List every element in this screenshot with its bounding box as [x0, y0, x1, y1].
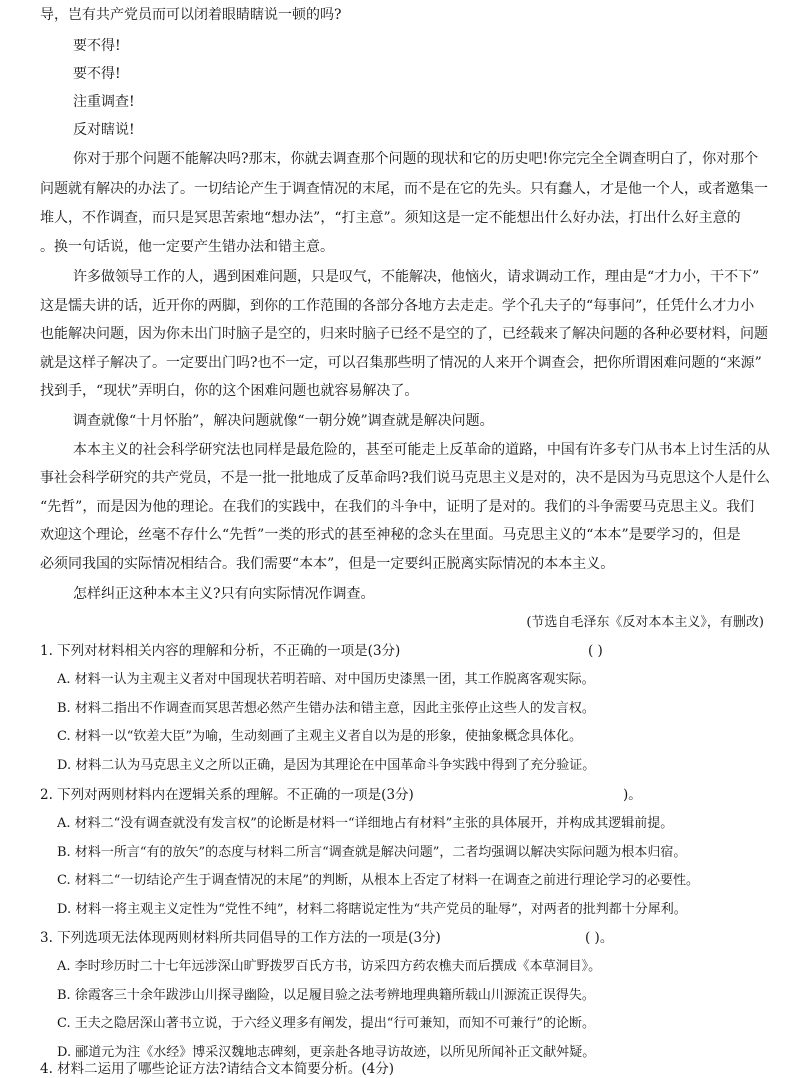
question-2-answer-blank[interactable]: )。 — [623, 787, 642, 803]
question-2-option-c[interactable]: C. 材料二“一切结论产生于调查情况的末尾”的判断，从根本上否定了材料一在调查之前进行理论学习的必要性。 — [57, 873, 700, 888]
passage-line-10: 许多做领导工作的人，遇到困难问题，只是叹气，不能解决，他恼火，请求调动工作，理由是“才力小，干不下” — [73, 269, 760, 285]
question-3-option-b[interactable]: B. 徐霞客三十余年跋涉山川探寻幽险，以足履目验之法考辨地理典籍所载山川源流正误得失。 — [57, 988, 595, 1003]
question-2-option-b[interactable]: B. 材料一所言“有的放矢”的态度与材料二所言“调查就是解决问题”，二者均强调以解决实际问题为根本归宿。 — [57, 845, 687, 860]
question-1-option-c[interactable]: C. 材料一以“钦差大臣”为喻，生动刻画了主观主义者自以为是的形象，使抽象概念具体化。 — [57, 729, 583, 744]
question-1-option-a[interactable]: A. 材料一认为主观主义者对中国现状若明若暗、对中国历史漆黑一团，其工作脱离客观实际。 — [57, 672, 595, 687]
passage-line-7: 问题就有解决的办法了。一切结论产生于调查情况的末尾，而不是在它的先头。只有蠢人，才是他一个人，或者邀集一 — [40, 181, 768, 197]
passage-line-14: 找到手，“现状”弄明白，你的这个困难问题也就容易解决了。 — [40, 383, 419, 399]
passage-line-9: 。换一句话说，他一定要产生错办法和错主意。 — [40, 239, 334, 255]
question-3-answer-blank[interactable]: ( )。 — [585, 930, 614, 946]
question-3-stem: 3. 下列选项无法体现两则材料所共同倡导的工作方法的一项是(3分) — [40, 930, 441, 946]
passage-line-5: 反对瞎说! — [73, 122, 135, 138]
passage-line-4: 注重调查! — [73, 94, 135, 110]
question-3-option-d[interactable]: D. 郦道元为注《水经》博采汉魏地志碑刻，更亲赴各地寻访故迹，以所见所闻补正文献舛疑。 — [57, 1045, 596, 1060]
passage-line-18: “先哲”，而是因为他的理论。在我们的实践中，在我们的斗争中，证明了是对的。我们的斗争需要马克思主义。我们 — [40, 499, 755, 515]
question-1-option-b[interactable]: B. 材料二指出不作调查而冥思苦想必然产生错办法和错主意，因此主张停止这些人的发言权。 — [57, 701, 595, 716]
question-3-option-a[interactable]: A. 李时珍历时二十七年远涉深山旷野拨罗百氏方书，访采四方药农樵夫而后撰成《本草洞目》。 — [57, 959, 602, 974]
question-2-option-d[interactable]: D. 材料一将主观主义定性为“党性不纯”，材料二将瞎说定性为“共产党员的耻辱”，对两者的批判都十分犀利。 — [57, 902, 687, 917]
question-1-option-d[interactable]: D. 材料二认为马克思主义之所以正确，是因为其理论在中国革命斗争实践中得到了充分验证。 — [57, 758, 596, 773]
question-2-stem: 2. 下列对两则材料内在逻辑关系的理解。不正确的一项是(3分) — [40, 787, 414, 803]
question-3-option-c[interactable]: C. 王夫之隐居深山著书立说，于六经义理多有阐发，提出“行可兼知，而知不可兼行”的论断。 — [57, 1016, 596, 1031]
passage-source: (节选自毛泽东《反对本本主义》，有删改) — [526, 615, 764, 630]
question-4-stem: 4. 材料二运用了哪些论证方法?请结合文本简要分析。(4分) — [40, 1061, 395, 1077]
passage-line-21: 怎样纠正这种本本主义?只有向实际情况作调查。 — [73, 586, 375, 602]
passage-line-19: 欢迎这个理论，丝毫不存什么“先哲”一类的形式的甚至神秘的念头在里面。马克思主义的“本本”是要学习的，但是 — [40, 527, 741, 543]
passage-line-17: 事社会科学研究的共产党员，不是一批一批地成了反革命吗?我们说马克思主义是对的，决不是因为马克思这个人是什么 — [40, 470, 770, 486]
passage-line-12: 也能解决问题，因为你未出门时脑子是空的，归来时脑子已经不是空的了，已经载来了解决问题的各种必要材料，问题 — [40, 326, 768, 342]
passage-line-1: 导，岂有共产党员而可以闭着眼睛瞎说一顿的吗? — [40, 7, 342, 23]
passage-line-8: 堆人，不作调查，而只是冥思苦索地“想办法”，“打主意”。须知这是一定不能想出什么好办法，打出什么好主意的 — [40, 210, 741, 226]
passage-line-13: 就是这样子解决了。一定要出门吗?也不一定，可以召集那些明了情况的人来开个调查会，把你所谓困难问题的“来源” — [40, 355, 762, 371]
passage-line-20: 必须同我国的实际情况相结合。我们需要“本本”，但是一定要纠正脱离实际情况的本本主义。 — [40, 556, 615, 572]
passage-line-2: 要不得! — [73, 38, 121, 54]
passage-line-15: 调查就像“十月怀胎”，解决问题就像“一朝分娩”调查就是解决问题。 — [73, 413, 494, 429]
passage-line-6: 你对于那个问题不能解决吗?那末，你就去调查那个问题的现状和它的历史吧!你完完全全调查明白了，你对那个 — [73, 151, 759, 167]
passage-line-11: 这是懦夫讲的话，近开你的两脚，到你的工作范围的各部分各地方去走走。学个孔夫子的“每事问”，任凭什么才力小 — [40, 298, 755, 314]
passage-line-3: 要不得! — [73, 66, 121, 82]
question-1-stem: 1. 下列对材料相关内容的理解和分析，不正确的一项是(3分) — [40, 643, 401, 659]
question-2-option-a[interactable]: A. 材料二“没有调查就没有发言权”的论断是材料一“详细地占有材料”主张的具体展开，并构成其逻辑前提。 — [57, 816, 674, 831]
question-1-answer-blank[interactable]: ( ) — [588, 643, 603, 659]
passage-line-16: 本本主义的社会科学研究法也同样是最危险的，甚至可能走上反革命的道路，中国有许多专门从书本上讨生活的从 — [73, 442, 770, 458]
